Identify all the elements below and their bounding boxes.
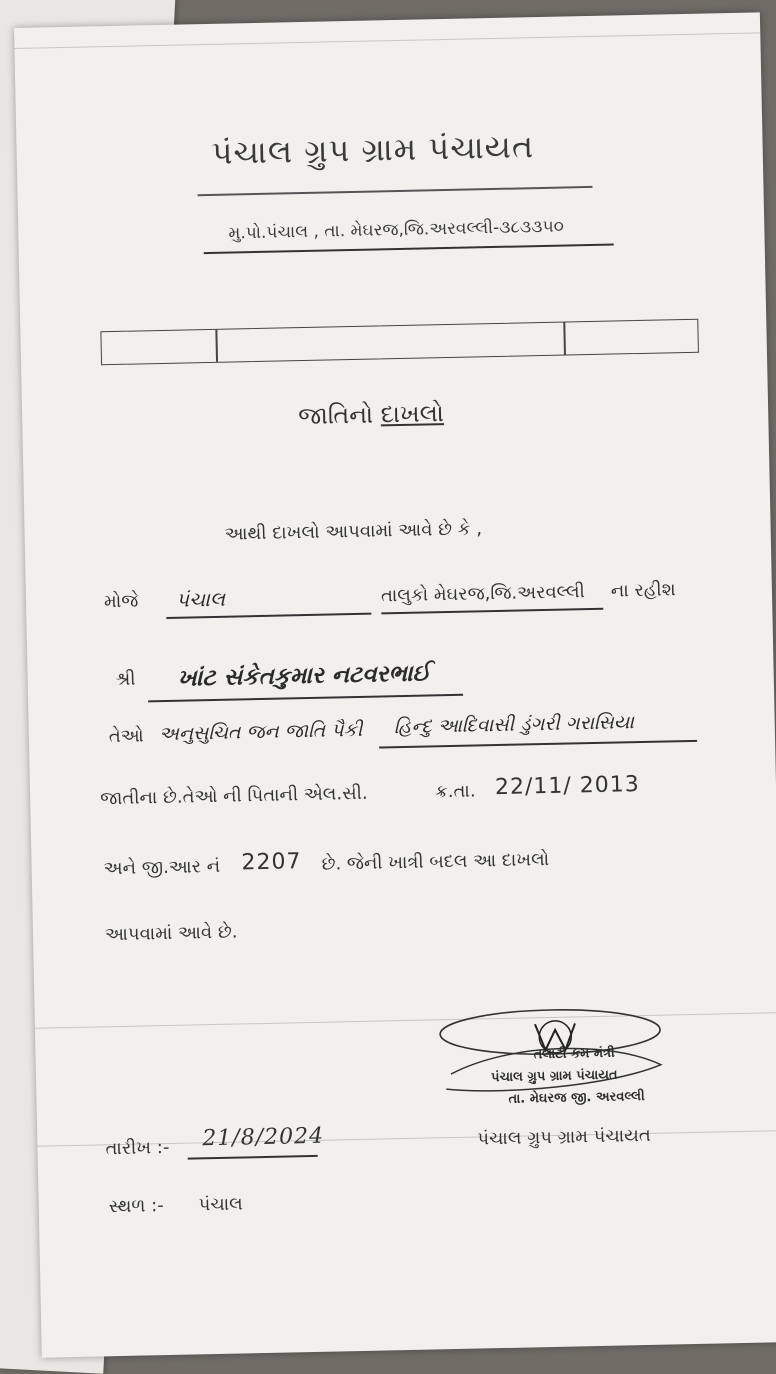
title-underline: [198, 186, 593, 196]
village-value: પંચાલ: [175, 586, 226, 612]
date-label: તારીખ :-: [105, 1136, 170, 1160]
taluka-text: તાલુકો મેઘરજ,જિ.અરવલ્લી: [380, 581, 585, 607]
line4-date-label: ક્ર.તા.: [434, 780, 476, 803]
place-label: સ્થળ :-: [108, 1195, 164, 1218]
line6-text: આપવામાં આવે છે.: [104, 921, 238, 946]
date-underline: [188, 1155, 318, 1159]
shri-label: શ્રી: [115, 668, 136, 691]
line4-prefix: જાતીના છે.તેઓ ની પિતાની એલ.સી.: [99, 782, 368, 810]
place-value: પંચાલ: [198, 1193, 244, 1216]
stamp-designation: તલાટી કમ મંત્રી: [533, 1045, 615, 1063]
taluka-underline: [381, 608, 603, 614]
caste-value: હિન્દુ આદિવાસી ડુંગરી ગરાસિયા: [393, 711, 635, 739]
reference-box-row: [100, 319, 699, 366]
name-underline: [148, 694, 463, 702]
village-label: મોજે: [103, 590, 139, 613]
issue-date: 21/8/2024: [202, 1123, 325, 1152]
stamp-location: તા. મેઘરજ જી. અરવલ્લી: [508, 1089, 645, 1107]
certificate-page: [14, 12, 776, 1357]
address-underline: [204, 243, 614, 253]
heading-underlined: દાખલો: [380, 399, 445, 429]
gr-number: 2207: [241, 849, 302, 876]
fold-line: [14, 32, 760, 49]
line5-prefix: અને જી.આર નં: [103, 855, 221, 880]
certificate-heading: [298, 399, 444, 430]
they-label: તેઓ: [108, 725, 144, 748]
caste-underline: [379, 740, 697, 748]
office-address: મુ.પો.પંચાલ , તા. મેઘરજ,જિ.અરવલ્લી-૩૮૩૩૫૦: [228, 216, 565, 244]
village-underline: [166, 613, 371, 619]
page-title: પંચાલ ગ્રુપ ગ્રામ પંચાયત: [211, 127, 535, 172]
stamp-office: પંચાલ ગ્રુપ ગ્રામ પંચાયત: [490, 1067, 618, 1086]
heading-prefix: જાતિનો: [297, 400, 381, 431]
resident-suffix: ના રહીશ: [610, 579, 676, 602]
intro-text: આથી દાખલો આપવામાં આવે છે કે ,: [224, 518, 483, 545]
line5-suffix: છે. જેની ખાત્રી બદલ આ દાખલો: [321, 848, 550, 875]
holder-name: ખાંટ સંકેતકુમાર નટવરભાઈ: [177, 659, 431, 692]
category-text: અનુસુચિત જન જાતિ પૈકી: [158, 718, 363, 746]
lc-date: 22/11/ 2013: [494, 772, 641, 801]
signatory-office: પંચાલ ગ્રુપ ગ્રામ પંચાયત: [477, 1124, 652, 1150]
